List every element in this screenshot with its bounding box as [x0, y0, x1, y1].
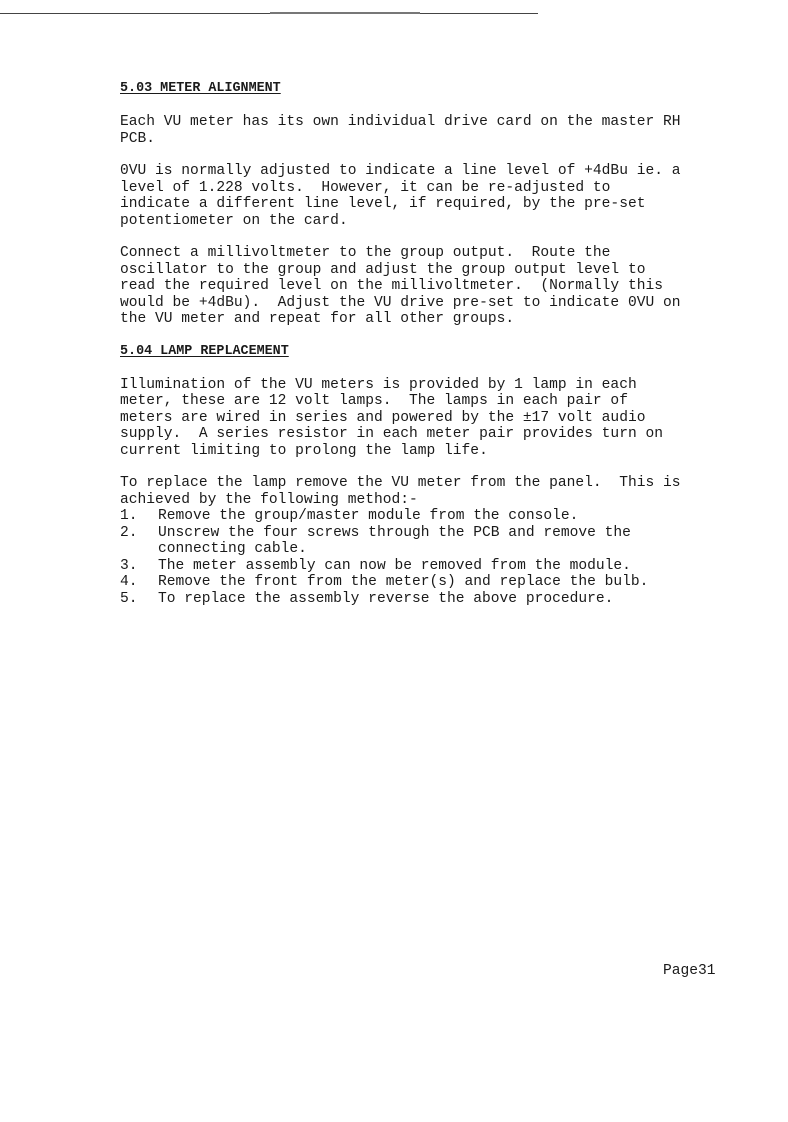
list-item: [120, 508, 740, 525]
step-text: To replace the assembly reverse the above procedure.: [158, 590, 614, 607]
step-text: Remove the group/master module from the console.: [158, 508, 579, 524]
step-number: 2.: [120, 524, 138, 541]
list-item: [120, 591, 740, 608]
step-number: 1.: [120, 508, 138, 524]
section-heading-meter-alignment: 5.03 METER ALIGNMENT: [120, 81, 281, 96]
step-number: 4.: [120, 574, 138, 590]
top-rule-accent: [270, 12, 420, 14]
paragraph-0vu-adjustment: 0VU is normally adjusted to indicate a line level of +4dBu ie. a level of 1.228 volts. However, it can be re-adjusted to indicate a different line level, if required, by the pre-set potentiometer on the card.: [120, 163, 681, 229]
list-item: [120, 558, 740, 575]
section-heading-lamp-replacement: 5.04 LAMP REPLACEMENT: [120, 343, 289, 359]
document-page: [120, 81, 740, 607]
list-item: [120, 574, 740, 591]
step-number: 5.: [120, 590, 138, 607]
page-number: Page31: [663, 963, 716, 979]
step-number: 3.: [120, 557, 138, 574]
step-text: Unscrew the four screws through the PCB and remove the connecting cable.: [158, 524, 631, 557]
paragraph-vu-drive-card: Each VU meter has its own individual drive card on the master RH PCB.: [120, 114, 681, 147]
step-text: The meter assembly can now be removed from the module.: [158, 557, 631, 574]
paragraph-millivoltmeter-procedure: Connect a millivoltmeter to the group output. Route the oscillator to the group and adjust the group output level to read the required level on the millivoltmeter. (Normally this would be +4dBu). Adjust the VU drive pre-set to indicate 0VU on the VU meter and repeat for all other groups.: [120, 245, 681, 327]
paragraph-illumination: Illumination of the VU meters is provided by 1 lamp in each meter, these are 12 volt lamps. The lamps in each pair of meters are wired in series and powered by the ±17 volt audio supply. A series resistor in each meter pair provides turn on current limiting to prolong the lamp life.: [120, 376, 663, 459]
paragraph-replace-lamp-intro: To replace the lamp remove the VU meter from the panel. This is achieved by the following method:-: [120, 475, 681, 508]
top-rule: [0, 13, 538, 14]
replacement-steps-list: [120, 508, 740, 607]
step-text: Remove the front from the meter(s) and replace the bulb.: [158, 574, 649, 590]
list-item: [120, 525, 740, 558]
